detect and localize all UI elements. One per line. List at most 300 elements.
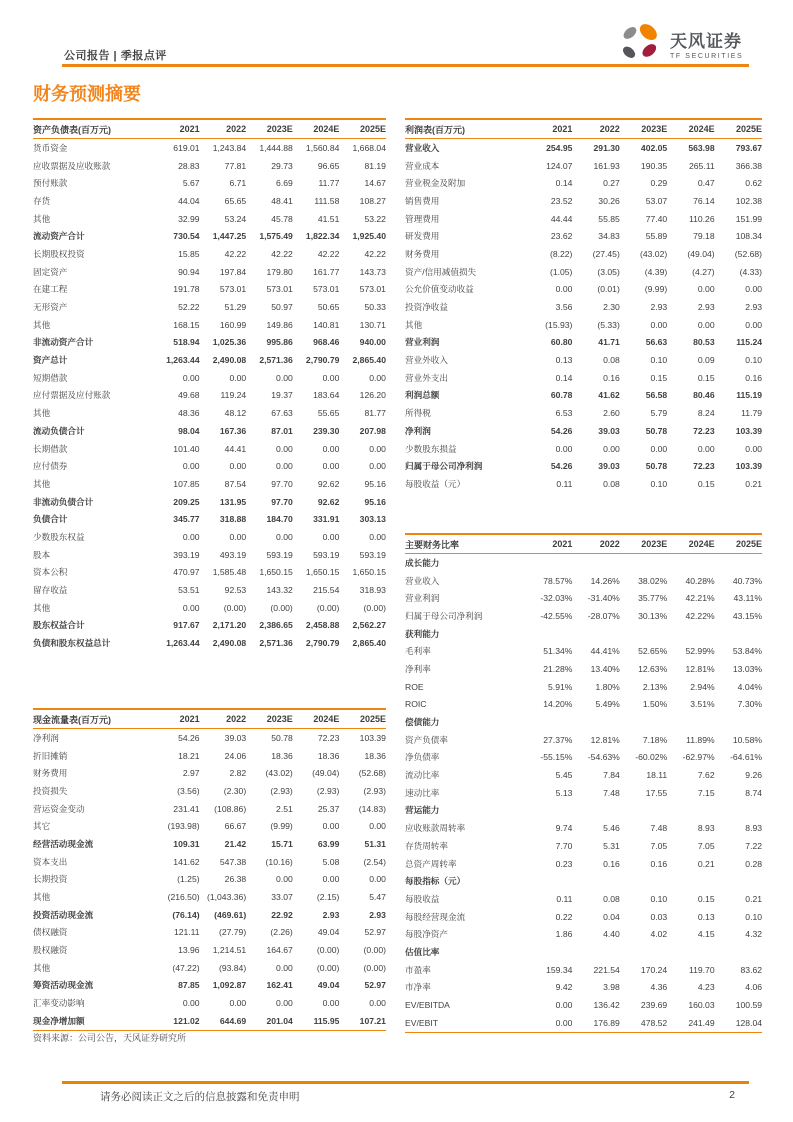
cell-value: 44.04	[178, 195, 200, 206]
cell-value: 573.01	[359, 284, 386, 295]
cell-value: 2,571.36	[259, 638, 293, 649]
cell-value: (0.00)	[363, 945, 386, 956]
cell-value: 366.38	[735, 160, 763, 171]
cell-value: 12.81%	[590, 734, 620, 745]
row-label: 股权融资	[33, 945, 68, 956]
table-row	[33, 747, 386, 765]
table-row	[33, 729, 386, 747]
cell-value: 151.99	[735, 213, 763, 224]
income-statement-table	[405, 118, 762, 493]
cell-value: 0.16	[603, 372, 620, 383]
row-label: 长期投资	[33, 874, 68, 885]
page-number: 2	[729, 1089, 735, 1101]
table-row	[405, 475, 762, 493]
cell-value: (3.05)	[597, 266, 620, 277]
cell-value: 5.46	[603, 823, 620, 834]
cell-value: 79.18	[693, 231, 715, 242]
cell-value: (0.00)	[316, 602, 340, 613]
cell-value: 176.89	[593, 1017, 620, 1028]
row-label: 少数股东损益	[405, 443, 457, 454]
footer-divider	[62, 1081, 749, 1084]
cell-value: 0.00	[276, 874, 293, 885]
row-label: 非流动负债合计	[33, 496, 94, 507]
cell-value: (4.33)	[739, 266, 763, 277]
row-label: 其他	[33, 478, 51, 489]
cell-value: 54.26	[550, 425, 573, 436]
cell-value: 7.18%	[642, 734, 668, 745]
cell-value: 0.23	[555, 858, 573, 869]
row-label: 归属于母公司净利润	[405, 461, 483, 472]
cell-value: 14.20%	[543, 699, 573, 710]
table-row	[33, 351, 386, 369]
cell-value: 5.13	[555, 787, 573, 798]
cell-value: 318.93	[359, 585, 386, 596]
row-label: 应付债券	[33, 461, 68, 472]
table-row	[405, 731, 762, 749]
cell-value: 0.10	[745, 911, 763, 922]
cell-value: 0.00	[182, 372, 200, 383]
cell-value: 0.00	[745, 284, 763, 295]
cell-value: 11.77	[318, 178, 340, 189]
cell-value: (216.50)	[167, 892, 200, 903]
cell-value: 52.97	[364, 980, 386, 991]
cell-value: 136.42	[593, 1000, 620, 1011]
table-row	[405, 696, 762, 714]
cell-value: 0.00	[229, 998, 247, 1009]
cell-value: 0.00	[276, 372, 293, 383]
cell-value: 0.15	[650, 372, 668, 383]
cell-value: 81.19	[364, 160, 386, 171]
column-header: 2021	[179, 714, 200, 724]
cell-value: 63.99	[317, 838, 340, 849]
row-label: 无形资产	[33, 302, 68, 313]
cell-value: (108.86)	[214, 803, 247, 814]
column-header: 2024E	[313, 714, 340, 724]
cell-value: 0.03	[650, 911, 668, 922]
row-label: 筹资活动现金流	[33, 980, 94, 991]
table-row	[33, 1012, 386, 1030]
column-header: 2025E	[736, 124, 763, 134]
table-row	[405, 422, 762, 440]
table-row	[33, 404, 386, 422]
cell-value: 644.69	[219, 1015, 247, 1026]
cell-value: 49.68	[178, 390, 200, 401]
cell-value: 56.58	[645, 390, 668, 401]
cell-value: 6.69	[276, 178, 293, 189]
cell-value: 92.53	[224, 585, 247, 596]
table-row	[405, 263, 762, 281]
cell-value: 12.81%	[685, 663, 715, 674]
cell-value: 44.41%	[590, 646, 620, 657]
cell-value: 119.70	[688, 964, 715, 975]
cell-value: 0.29	[650, 178, 668, 189]
table-row	[33, 994, 386, 1012]
table-row	[405, 819, 762, 837]
cell-value: 30.26	[598, 195, 620, 206]
row-label: 长期借款	[33, 443, 68, 454]
cell-value: 4.15	[697, 929, 715, 940]
table-row	[33, 422, 386, 440]
cell-value: 7.05	[697, 840, 715, 851]
cell-value: 5.79	[650, 408, 668, 419]
cell-value: 619.01	[173, 142, 200, 153]
cell-value: 730.54	[173, 231, 200, 242]
cell-value: 470.97	[173, 567, 200, 578]
cell-value: 159.34	[546, 964, 573, 975]
cell-value: 42.22	[317, 248, 340, 259]
row-label: 应付票据及应付账款	[33, 390, 111, 401]
cell-value: 14.67	[364, 178, 386, 189]
cell-value: 143.32	[266, 585, 293, 596]
cell-value: 2,490.08	[212, 355, 247, 366]
row-label: 经营活动现金流	[33, 838, 94, 849]
row-label: 负债合计	[33, 514, 68, 525]
cell-value: 4.04%	[737, 681, 763, 692]
table-row	[405, 837, 762, 855]
row-label: 财务费用	[33, 768, 68, 779]
cell-value: 103.39	[735, 425, 763, 436]
cell-value: 9.26	[745, 770, 763, 781]
row-label: 在建工程	[33, 284, 68, 295]
cell-value: 54.26	[550, 461, 573, 472]
cell-value: 493.19	[219, 549, 247, 560]
cell-value: 0.00	[369, 461, 386, 472]
cell-value: 4.06	[745, 982, 763, 993]
cell-value: 77.81	[224, 160, 247, 171]
table-title: 现金流量表(百万元)	[33, 714, 111, 725]
cell-value: (0.00)	[363, 602, 386, 613]
table-header-row	[33, 708, 386, 729]
cell-value: 44.44	[550, 213, 573, 224]
cell-value: 53.22	[364, 213, 386, 224]
cell-value: 161.93	[593, 160, 620, 171]
cell-value: 0.00	[229, 372, 247, 383]
table-row	[405, 890, 762, 908]
table-row	[33, 440, 386, 458]
cash-flow-table	[33, 708, 386, 1031]
cell-value: 0.14	[555, 178, 573, 189]
cell-value: 50.78	[645, 425, 668, 436]
cell-value: 52.99%	[685, 646, 715, 657]
row-label: 债权融资	[33, 927, 68, 938]
row-label: 毛利率	[405, 646, 431, 657]
cell-value: 92.62	[317, 496, 340, 507]
table-row	[33, 581, 386, 599]
table-row	[33, 888, 386, 906]
cell-value: 7.70	[555, 840, 573, 851]
cell-value: 291.30	[593, 142, 620, 153]
table-row	[33, 475, 386, 493]
cell-value: 30.13%	[638, 610, 668, 621]
cell-value: 18.36	[364, 750, 386, 761]
cell-value: (47.22)	[172, 962, 200, 973]
cell-value: 38.02%	[638, 575, 668, 586]
column-header: 2023E	[266, 714, 293, 724]
cell-value: 15.71	[271, 838, 293, 849]
cell-value: 2,386.65	[259, 620, 293, 631]
row-label: 货币资金	[33, 142, 68, 153]
cell-value: 95.16	[364, 496, 386, 507]
source-note: 资料来源：公司公告，天风证券研究所	[33, 1033, 187, 1043]
cell-value: 2.93	[745, 302, 763, 313]
cell-value: 0.10	[650, 893, 668, 904]
cell-value: 0.08	[603, 478, 620, 489]
cell-value: 995.86	[266, 337, 293, 348]
cell-value: 10.58%	[732, 734, 763, 745]
cell-value: 80.46	[693, 390, 715, 401]
cell-value: 0.00	[555, 1000, 573, 1011]
cell-value: 49.04	[317, 980, 340, 991]
cell-value: 39.03	[598, 461, 620, 472]
row-label: ROE	[405, 681, 424, 692]
cell-value: 2.93	[697, 302, 715, 313]
cell-value: 265.11	[688, 160, 715, 171]
table-row	[33, 617, 386, 635]
cell-value: 23.52	[550, 195, 573, 206]
cell-value: 0.15	[697, 372, 715, 383]
cell-value: (9.99)	[644, 284, 668, 295]
cell-value: 2.13%	[642, 681, 668, 692]
cell-value: 573.01	[219, 284, 247, 295]
column-header: 2022	[599, 124, 620, 134]
table-row	[33, 139, 386, 157]
cell-value: 4.32	[745, 929, 763, 940]
cell-value: 1,650.15	[305, 567, 340, 578]
row-label: 留存收益	[33, 585, 68, 596]
column-header: 2023E	[641, 539, 668, 549]
cell-value: 119.24	[220, 390, 247, 401]
table-row	[405, 298, 762, 316]
cell-value: 13.96	[178, 945, 200, 956]
column-header: 2025E	[736, 539, 763, 549]
cell-value: (49.04)	[312, 768, 340, 779]
row-label: 其他	[33, 213, 51, 224]
cell-value: 254.95	[546, 142, 573, 153]
cell-value: 2,790.79	[305, 638, 340, 649]
table-row	[405, 961, 762, 979]
cell-value: 101.40	[173, 443, 200, 454]
cell-value: 1,650.15	[259, 567, 293, 578]
column-header: 2023E	[266, 124, 293, 134]
row-label: 其他	[33, 962, 51, 973]
cell-value: 141.62	[173, 856, 200, 867]
cell-value: (0.00)	[316, 962, 340, 973]
table-row	[33, 634, 386, 652]
cell-value: 126.20	[359, 390, 386, 401]
cell-value: 393.19	[173, 549, 200, 560]
cell-value: (2.54)	[363, 856, 386, 867]
row-label: 股东权益合计	[33, 620, 85, 631]
row-label: 负债和股东权益总计	[33, 638, 111, 649]
column-header: 2022	[226, 714, 247, 724]
cell-value: 23.62	[550, 231, 573, 242]
cell-value: (2.26)	[270, 927, 293, 938]
cell-value: 0.00	[322, 443, 340, 454]
cell-value: 239.30	[313, 425, 340, 436]
cell-value: 402.05	[640, 142, 668, 153]
cell-value: 331.91	[313, 514, 340, 525]
cell-value: 2.82	[229, 768, 247, 779]
cell-value: 0.00	[322, 531, 340, 542]
cell-value: 5.08	[322, 856, 340, 867]
table-row	[405, 210, 762, 228]
cell-value: 231.41	[173, 803, 200, 814]
cell-value: (193.98)	[167, 821, 200, 832]
table-row	[405, 572, 762, 590]
table-row	[33, 369, 386, 387]
cell-value: 1,925.40	[352, 231, 386, 242]
cell-value: 160.03	[688, 1000, 715, 1011]
cell-value: 49.04	[317, 927, 340, 938]
row-label: 其它	[33, 821, 51, 832]
table-row	[33, 941, 386, 959]
cell-value: 52.65%	[638, 646, 668, 657]
cell-value: 22.92	[271, 909, 293, 920]
cell-value: 7.48	[650, 823, 668, 834]
cell-value: 5.31	[603, 840, 620, 851]
cell-value: -42.55%	[540, 610, 573, 621]
row-label: 归属于母公司净利润	[405, 610, 483, 621]
cell-value: 4.23	[697, 982, 715, 993]
cell-value: 183.64	[313, 390, 340, 401]
table-row	[405, 440, 762, 458]
table-row	[405, 642, 762, 660]
cell-value: 35.77%	[638, 593, 668, 604]
cell-value: 0.00	[276, 443, 293, 454]
section-row	[405, 625, 762, 643]
cell-value: 21.28%	[543, 663, 573, 674]
cell-value: (2.93)	[270, 785, 293, 796]
table-row	[405, 925, 762, 943]
cell-value: 42.22	[364, 248, 386, 259]
cell-value: 111.58	[314, 195, 340, 206]
cell-value: (0.01)	[597, 284, 620, 295]
column-header: 2023E	[641, 124, 668, 134]
table-row	[405, 908, 762, 926]
cell-value: 2,458.88	[305, 620, 340, 631]
cell-value: 4.36	[650, 982, 668, 993]
cell-value: 0.13	[697, 911, 715, 922]
cell-value: 87.01	[271, 425, 293, 436]
cell-value: 0.00	[745, 443, 763, 454]
cell-value: (14.83)	[358, 803, 386, 814]
table-row	[33, 493, 386, 511]
cell-value: 55.65	[317, 408, 340, 419]
cell-value: (0.00)	[363, 962, 386, 973]
cell-value: 60.78	[550, 390, 573, 401]
cell-value: 0.10	[745, 355, 763, 366]
cell-value: -28.07%	[587, 610, 620, 621]
cell-value: 87.54	[224, 478, 247, 489]
row-label: 偿债能力	[405, 717, 440, 728]
cell-value: 0.10	[650, 355, 668, 366]
cell-value: 0.00	[369, 821, 386, 832]
cell-value: 32.99	[178, 213, 200, 224]
cell-value: 190.35	[640, 160, 668, 171]
column-header: 2024E	[688, 124, 715, 134]
cell-value: 3.56	[555, 302, 573, 313]
cell-value: 1,575.49	[259, 231, 293, 242]
cell-value: 27.37%	[543, 734, 573, 745]
row-label: ROIC	[405, 699, 427, 710]
cell-value: (2.93)	[363, 785, 386, 796]
table-row	[33, 764, 386, 782]
table-row	[33, 959, 386, 977]
row-label: 存货	[33, 195, 51, 206]
table-header-row	[405, 533, 762, 554]
cell-value: 131.95	[219, 496, 247, 507]
cell-value: 167.36	[219, 425, 247, 436]
cell-value: (8.22)	[549, 248, 573, 259]
cell-value: 0.00	[322, 998, 340, 1009]
row-label: 资产负债率	[405, 734, 448, 745]
cell-value: 2.51	[276, 803, 293, 814]
cell-value: 52.22	[178, 302, 200, 313]
cell-value: 1.86	[555, 929, 573, 940]
row-label: 其他	[33, 892, 51, 903]
cell-value: 40.28%	[685, 575, 715, 586]
table-title: 主要财务比率	[405, 539, 460, 550]
cell-value: 1,444.88	[259, 142, 293, 153]
cell-value: 0.10	[650, 478, 668, 489]
cell-value: 50.65	[317, 302, 340, 313]
cell-value: 53.24	[224, 213, 247, 224]
cell-value: (10.16)	[265, 856, 293, 867]
cell-value: 7.84	[603, 770, 620, 781]
table-row	[33, 906, 386, 924]
cell-value: 42.22	[224, 248, 247, 259]
cell-value: 0.00	[229, 461, 247, 472]
cell-value: 66.67	[224, 821, 247, 832]
cell-value: 60.80	[550, 337, 573, 348]
cell-value: 143.73	[359, 266, 386, 277]
cell-value: 0.21	[745, 478, 763, 489]
row-label: 资本支出	[33, 856, 68, 867]
footer-disclaimer: 请务必阅读正文之后的信息披露和免责申明	[100, 1091, 300, 1103]
row-label: 成长能力	[405, 557, 440, 568]
cell-value: 318.88	[219, 514, 247, 525]
cell-value: 593.19	[313, 549, 340, 560]
cell-value: 184.70	[266, 514, 293, 525]
row-label: 每股收益	[405, 893, 440, 904]
table-row	[405, 404, 762, 422]
cell-value: 0.00	[603, 443, 620, 454]
cell-value: 0.62	[745, 178, 763, 189]
table-row	[405, 749, 762, 767]
table-row	[405, 387, 762, 405]
cell-value: 72.23	[317, 732, 340, 743]
table-row	[405, 996, 762, 1014]
cell-value: 149.86	[266, 319, 293, 330]
cell-value: 168.15	[173, 319, 200, 330]
cell-value: 2.93	[322, 909, 340, 920]
cell-value: 1,447.25	[212, 231, 247, 242]
cell-value: 5.67	[182, 178, 200, 189]
cell-value: 573.01	[313, 284, 340, 295]
row-label: 营业利润	[405, 337, 440, 348]
cell-value: 1,243.84	[212, 142, 247, 153]
cell-value: 42.21%	[685, 593, 715, 604]
cell-value: 124.07	[546, 160, 573, 171]
cell-value: (9.99)	[270, 821, 293, 832]
table-header-row	[405, 118, 762, 139]
cell-value: 0.04	[603, 911, 620, 922]
cell-value: 96.65	[317, 160, 340, 171]
cell-value: 44.41	[224, 443, 247, 454]
cell-value: 160.99	[219, 319, 247, 330]
cell-value: 41.62	[598, 390, 620, 401]
cell-value: 161.77	[313, 266, 340, 277]
